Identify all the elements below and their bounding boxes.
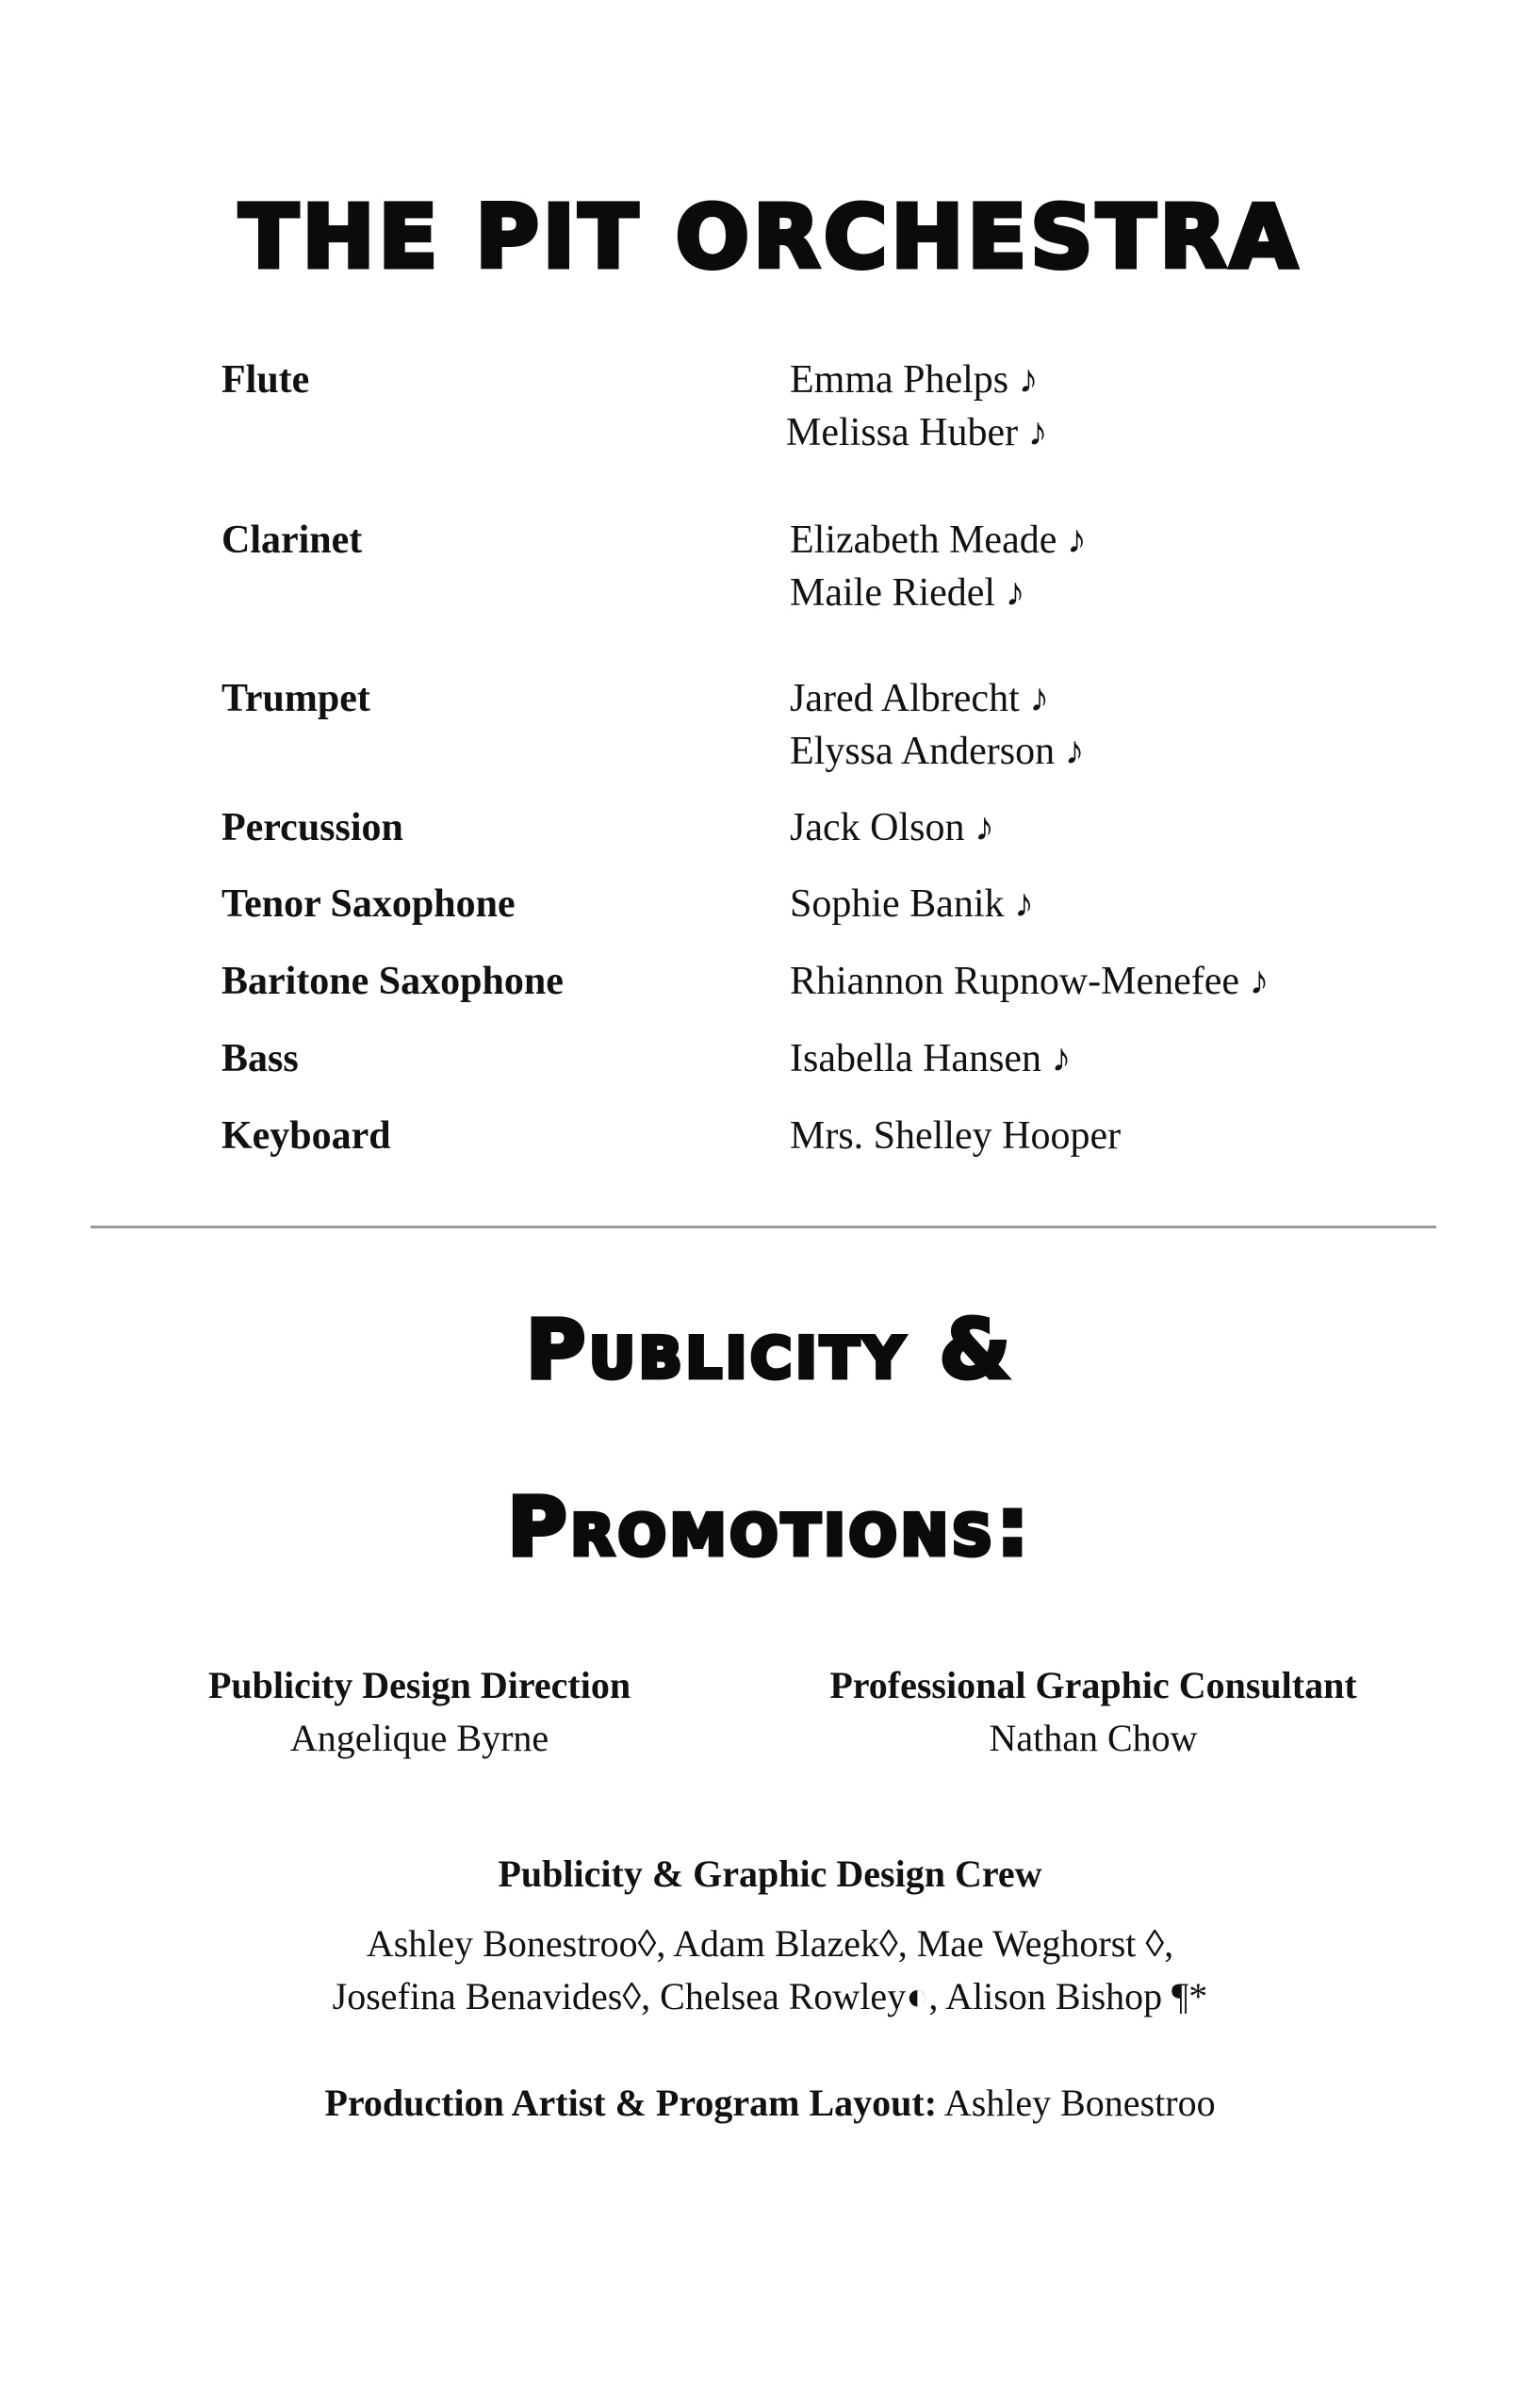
player-name: Elyssa Anderson ♪ (790, 730, 1085, 773)
player-name: Isabella Hansen ♪ (790, 1037, 1072, 1080)
credit-name: Angelique Byrne (289, 1717, 549, 1759)
instrument-label: Trumpet (221, 677, 370, 720)
player-list (790, 1032, 1072, 1085)
credit-role: Professional Graphic Consultant (829, 1664, 1357, 1706)
instrument-label: Bass (221, 1037, 299, 1080)
player-name: Elizabeth Meade ♪ (790, 519, 1087, 562)
credit-name: Nathan Chow (989, 1717, 1198, 1759)
player-name: Maile Riedel ♪ (790, 571, 1025, 615)
publicity-heading-line-2: Promotions: (507, 1480, 1033, 1574)
player-list (790, 1110, 1121, 1162)
player-name: Melissa Huber ♪ (786, 411, 1048, 454)
section-divider (90, 1226, 1436, 1228)
player-list (790, 514, 1087, 619)
instrument-label: Tenor Saxophone (221, 882, 516, 926)
instrument-label: Percussion (221, 806, 403, 849)
player-list (790, 955, 1270, 1008)
player-name: Mrs. Shelley Hooper (790, 1114, 1122, 1158)
instrument-label: Clarinet (221, 519, 363, 562)
player-name: Sophie Banik ♪ (790, 882, 1034, 926)
player-name: Jared Albrecht ♪ (790, 677, 1050, 720)
program-layout-credit (0, 2077, 1540, 2130)
player-name: Rhiannon Rupnow-Menefee ♪ (790, 960, 1270, 1003)
crew-names-line-2: Josefina Benavides◊, Chelsea Rowley◐, Alison Bishop ¶* (332, 1975, 1208, 2017)
player-list (790, 801, 994, 854)
program-layout-name: Ashley Bonestroo (937, 2082, 1216, 2124)
instrument-label: Keyboard (221, 1114, 391, 1158)
credit-role: Publicity Design Direction (207, 1664, 631, 1706)
player-name: Jack Olson ♪ (790, 806, 994, 849)
crew-names-line-1: Ashley Bonestroo◊, Adam Blazek◊, Mae Weghorst ◊, (366, 1922, 1174, 1965)
instrument-label: Baritone Saxophone (221, 960, 564, 1003)
player-list (790, 878, 1034, 930)
player-list (786, 354, 1048, 459)
publicity-heading-line-1: Publicity & (526, 1303, 1014, 1397)
pit-orchestra-heading: THE PIT ORCHESTRA (238, 187, 1302, 288)
player-list (790, 672, 1085, 778)
credit-graphic-consultant (792, 1659, 1395, 1765)
credit-publicity-design-direction (160, 1659, 679, 1765)
crew-heading: Publicity & Graphic Design Crew (498, 1852, 1042, 1895)
instrument-label: Flute (221, 358, 310, 402)
player-name: Emma Phelps ♪ (790, 358, 1039, 402)
program-layout-label: Production Artist & Program Layout: (324, 2082, 938, 2124)
